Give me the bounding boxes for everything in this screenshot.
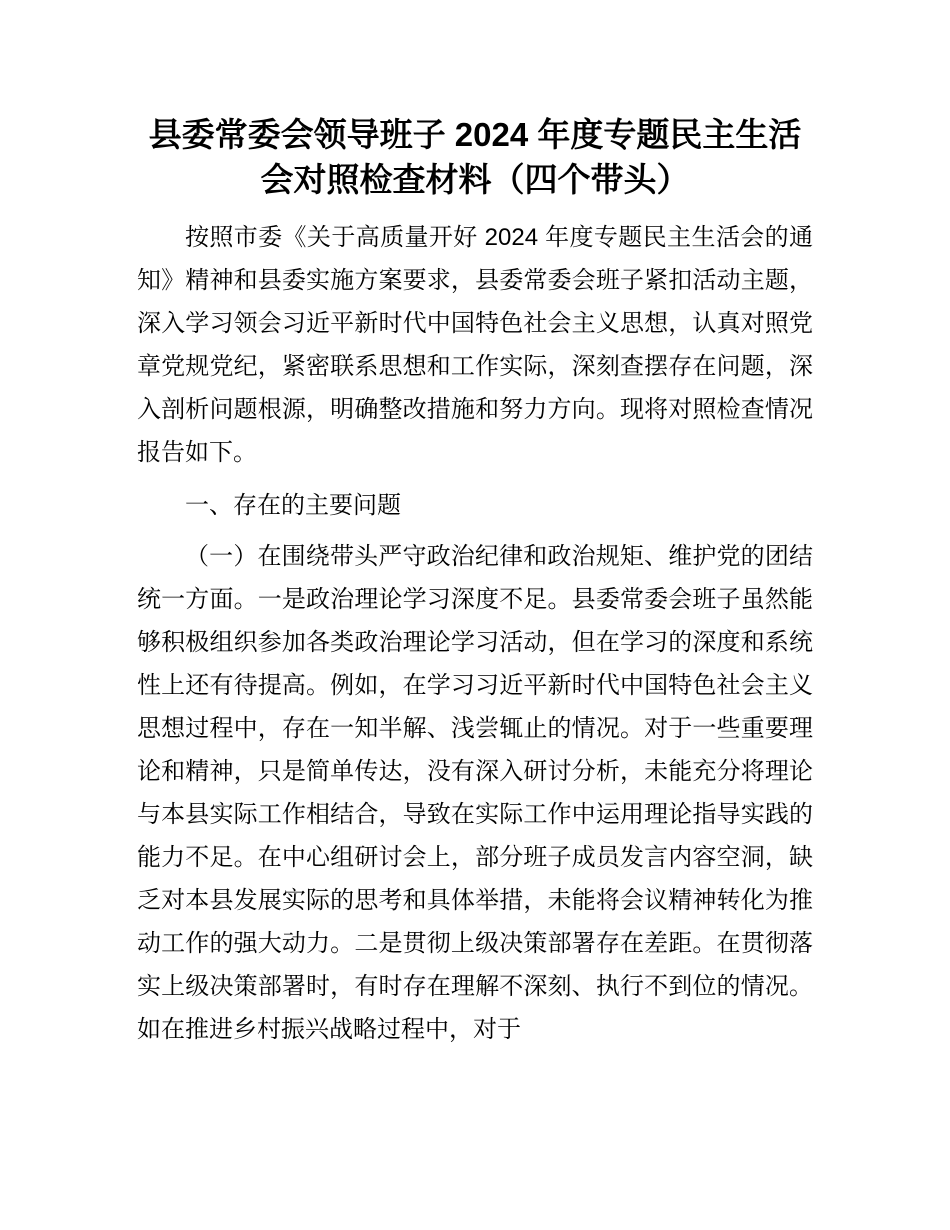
section-heading-main-problems: 一、存在的主要问题 [185, 492, 401, 519]
document-title: 县委常委会领导班子 2024 年度专题民主生活会对照检查材料（四个带头） [148, 116, 802, 198]
paragraph-intro: 按照市委《关于高质量开好 2024 年度专题民主生活会的通知》精神和县委实施方案要求，县委常委会班子紧扣活动主题，深入学习领会习近平新时代中国特色社会主义思想，认真对照党章党规党纪，紧密联系思想和工作实际，深刻查摆存在问题，深入剖析问题根源，明确整改措施和努力方向。现将对照检查情况报告如下。 [137, 224, 813, 466]
paragraph-section-one: （一）在围绕带头严守政治纪律和政治规矩、维护党的团结统一方面。一是政治理论学习深度不足。县委常委会班子虽然能够积极组织参加各类政治理论学习活动，但在学习的深度和系统性上还有待提高。例如，在学习习近平新时代中国特色社会主义思想过程中，存在一知半解、浅尝辄止的情况。对于一些重要理论和精神，只是简单传达，没有深入研讨分析，未能充分将理论与本县实际工作相结合，导致在实际工作中运用理论指导实践的能力不足。在中心组研讨会上，部分班子成员发言内容空洞，缺乏对本县发展实际的思考和具体举措，未能将会议精神转化为推动工作的强大动力。二是贯彻上级决策部署存在差距。在贯彻落实上级决策部署时，有时存在理解不深刻、执行不到位的情况。如在推进乡村振兴战略过程中，对于 [137, 543, 813, 1043]
